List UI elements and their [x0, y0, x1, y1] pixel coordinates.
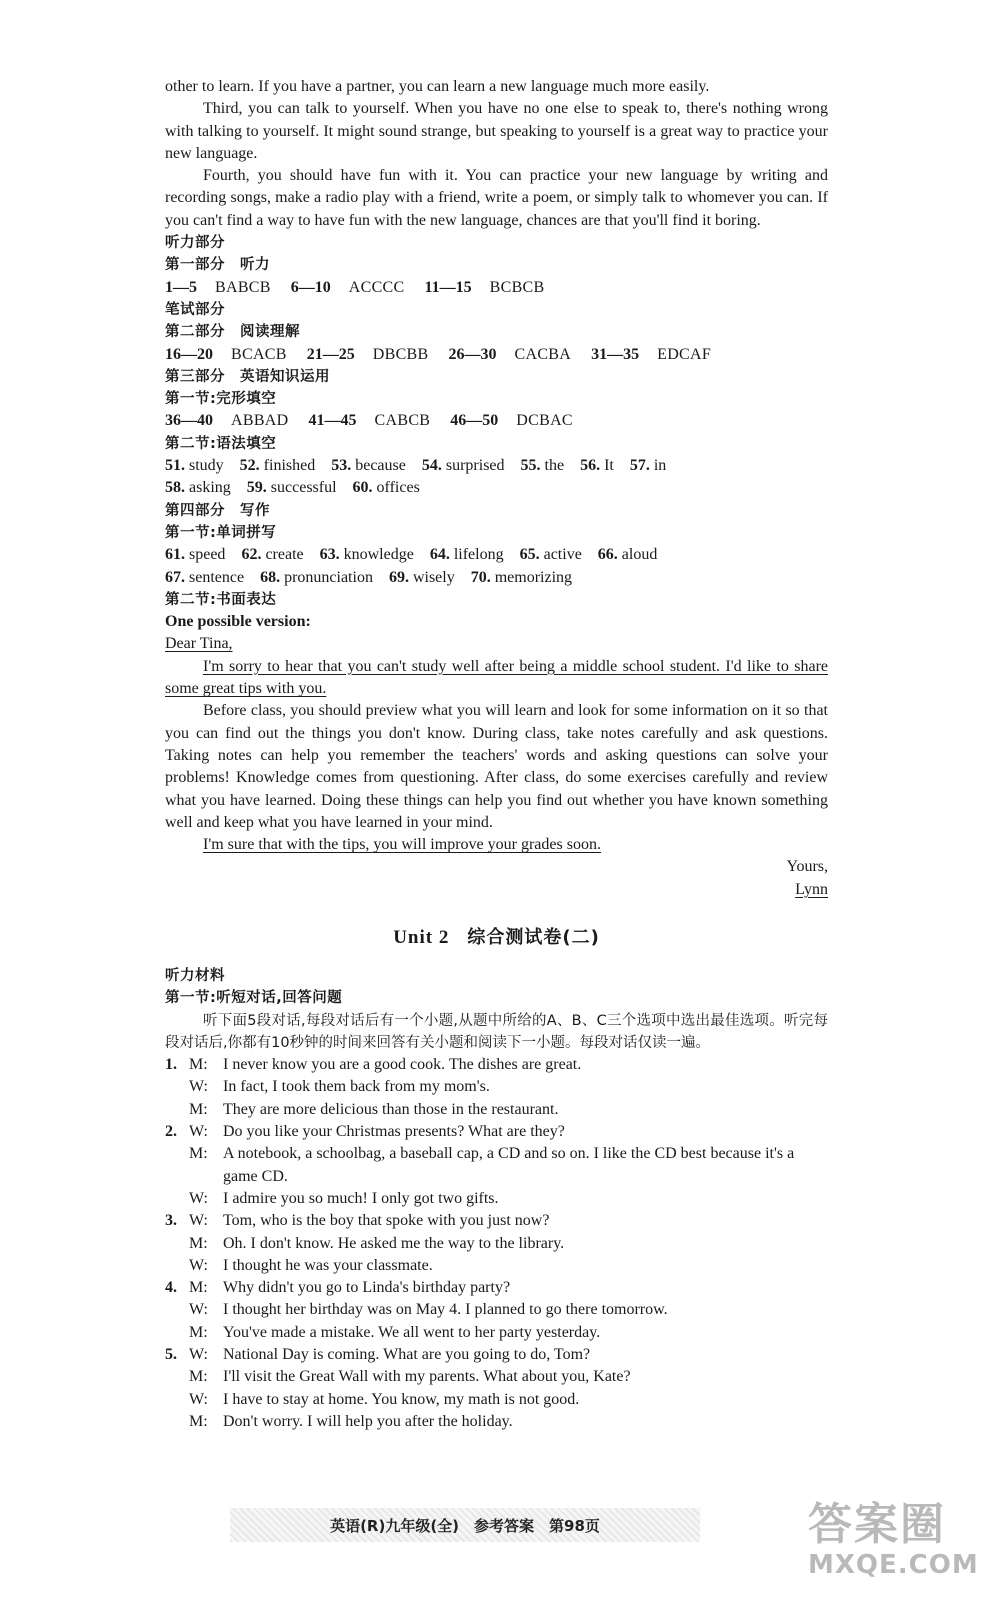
- answer-group: 16—20 BCACB: [165, 345, 287, 363]
- answer-group: 41—45 CABCB: [308, 412, 431, 430]
- part3-section2-heading: 第二节:语法填空: [165, 435, 277, 452]
- fill-answer: 56. It: [580, 457, 614, 475]
- dialogue: 5. W: National Day is coming. What are you going to do, Tom? M: I'll visit the Great Wall with my parents. What about you, Kate? W: I have to stay at home. You know, my math is not good. M: Don't worry. I will help you after the holiday.: [165, 1346, 631, 1430]
- fill-answer: 59. successful: [246, 479, 337, 497]
- letter-closing: I'm sure that with the tips, you will improve your grades soon.: [203, 836, 601, 854]
- answer-row: [165, 455, 828, 477]
- fill-answer: 68. pronunciation: [260, 568, 373, 586]
- answer-group: 21—25 DBCBB: [306, 345, 429, 363]
- fill-answer: 61. speed: [165, 546, 226, 564]
- fill-answer: 67. sentence: [165, 568, 245, 586]
- answer-row: [165, 410, 828, 432]
- fill-answer: 55. the: [520, 457, 565, 475]
- fill-answer: 64. lifelong: [429, 546, 504, 564]
- answer-group: 26—30 CACBA: [448, 345, 572, 363]
- watermark-logo: 答案圈 MXQE.COM: [808, 1499, 979, 1580]
- part2-heading: 第二部分 阅读理解: [165, 324, 300, 341]
- essay-paragraph: Third, you can talk to yourself. When you have no one else to speak to, there's nothing wrong with talking to yourself. It might sound strange, but speaking to yourself is a great way to practice your new language.: [165, 100, 828, 162]
- sample-label: One possible version:: [165, 613, 311, 631]
- answer-group: 31—35 EDCAF: [591, 345, 712, 363]
- dialogue: 4. M: Why didn't you go to Linda's birthday party? W: I thought her birthday was on May 4. I planned to go there tomorrow. M: You've made a mistake. We all went to her party yesterday.: [165, 1279, 668, 1341]
- listening-section-heading: 听力部分: [165, 235, 225, 252]
- page-content: [165, 76, 828, 1433]
- dialogue-list: [165, 1054, 828, 1433]
- fill-answer: 58. asking: [165, 479, 231, 497]
- part4-section2-heading: 第二节:书面表达: [165, 591, 277, 608]
- part4-section1-heading: 第一节:单词拼写: [165, 524, 277, 541]
- fill-answer: 65. active: [519, 546, 582, 564]
- letter-intro: I'm sorry to hear that you can't study well after being a middle school student. I'd like to share some great tips with you.: [165, 657, 828, 698]
- part1-heading: 第一部分 听力: [165, 257, 270, 274]
- fill-answer: 70. memorizing: [470, 568, 573, 586]
- fill-answer: 69. wisely: [388, 568, 455, 586]
- instructions: 听下面5段对话,每段对话后有一个小题,从题中所给的A、B、C三个选项中选出最佳选项。听完每段对话后,你都有10秒钟的时间来回答有关小题和阅读下一小题。每段对话仅读一遍。: [165, 1012, 828, 1051]
- written-section-heading: 笔试部分: [165, 301, 225, 318]
- fill-answer: 66. aloud: [597, 546, 658, 564]
- dialogue: 2. W: Do you like your Christmas presents? What are they? M: A notebook, a schoolbag, a baseball cap, a CD and so on. I like the CD best because it's a game CD. W: I admire you so much! I only got two gifts.: [165, 1123, 795, 1207]
- answer-row: [165, 277, 828, 299]
- fill-answer: 62. create: [241, 546, 304, 564]
- answer-row: [165, 477, 828, 499]
- unit-number: Unit 2: [393, 926, 450, 948]
- part3-section1-heading: 第一节:完形填空: [165, 391, 277, 408]
- fill-answer: 54. surprised: [421, 457, 505, 475]
- unit-subtitle: 综合测试卷(二): [467, 926, 600, 948]
- answer-row: [165, 344, 828, 366]
- fill-answer: 51. study: [165, 457, 224, 475]
- letter-signature: Lynn: [795, 880, 828, 898]
- answer-row: [165, 567, 828, 589]
- fill-answer: 53. because: [331, 457, 406, 475]
- answer-row: [165, 544, 828, 566]
- materials-heading: 听力材料: [165, 967, 225, 984]
- answer-group: 1—5 BABCB: [165, 278, 271, 296]
- answer-group: 36—40 ABBAD: [165, 412, 289, 430]
- dialogue: 3. W: Tom, who is the boy that spoke with you just now? M: Oh. I don't know. He asked me the way to the library. W: I thought he was your classmate.: [165, 1212, 565, 1274]
- fill-answer: 52. finished: [239, 457, 316, 475]
- unit-title: [165, 923, 828, 949]
- answer-group: 46—50 DCBAC: [450, 412, 573, 430]
- essay-paragraph: other to learn. If you have a partner, you can learn a new language much more easily.: [165, 78, 710, 95]
- fill-answer: 60. offices: [352, 479, 420, 497]
- section1-heading: 第一节:听短对话,回答问题: [165, 990, 343, 1007]
- part3-heading: 第三部分 英语知识运用: [165, 368, 330, 385]
- essay-paragraph: Fourth, you should have fun with it. You can practice your new language by writing and recording songs, make a radio play with a friend, write a poem, or simply talk to whomever you can. If you can't find a way to have fun with the new language, chances are that you'll find it boring.: [165, 167, 828, 229]
- page-footer: 英语(R)九年级(全) 参考答案 第98页: [230, 1508, 700, 1542]
- fill-answer: 57. in: [629, 457, 667, 475]
- fill-answer: 63. knowledge: [319, 546, 414, 564]
- letter-signoff: Yours,: [786, 858, 828, 876]
- answer-group: 11—15 BCBCB: [424, 278, 545, 296]
- letter-greeting: Dear Tina,: [165, 635, 233, 653]
- letter-body: Before class, you should preview what you will learn and look for some information on it so that you can find out the things you don't know. During class, take notes carefully and ask questions. Taking notes can help you remember the teachers' words and asking questions can solve your problems! Knowledge comes from questioning. After class, do some exercises carefully and review what you have learned. Doing these things can help you find out whether you have known something well and keep what you have learned in your mind.: [165, 702, 828, 831]
- part4-heading: 第四部分 写作: [165, 502, 270, 519]
- answer-group: 6—10 ACCCC: [290, 278, 405, 296]
- dialogue: 1. M: I never know you are a good cook. The dishes are great. W: In fact, I took them back from my mom's. M: They are more delicious than those in the restaurant.: [165, 1056, 582, 1118]
